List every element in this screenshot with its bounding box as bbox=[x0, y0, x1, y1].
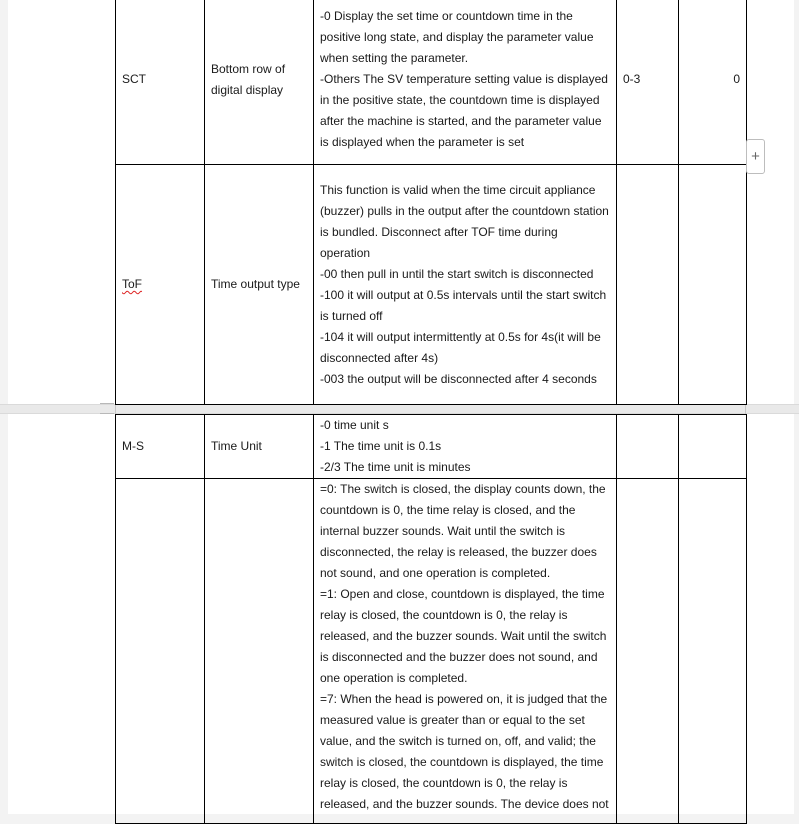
add-row-button[interactable]: + bbox=[746, 139, 765, 174]
description-line: =1: Open and close, countdown is displayed, the time bbox=[320, 587, 605, 601]
table-row bbox=[116, 479, 747, 824]
description-line: -Others The SV temperature setting value is displayed bbox=[320, 72, 608, 86]
param-name: Time output type bbox=[205, 165, 314, 405]
description-line: -2/3 The time unit is minutes bbox=[320, 460, 471, 474]
param-name bbox=[205, 0, 314, 165]
param-range bbox=[617, 479, 679, 824]
description-line: is turned off bbox=[320, 308, 383, 323]
description-line: relay is closed, the countdown is 0, the relay is bbox=[320, 776, 568, 790]
description-line: internal buzzer sounds. Wait until the switch is bbox=[320, 524, 565, 538]
param-name: Time Unit bbox=[205, 415, 314, 479]
param-default bbox=[679, 415, 747, 479]
param-name-line: digital display bbox=[211, 82, 284, 97]
description-line: This function is valid when the time circuit appliance bbox=[320, 182, 596, 197]
table-row bbox=[116, 165, 747, 405]
description-line: is displayed when the parameter is set bbox=[320, 135, 525, 149]
description-line: relay is closed, the countdown is 0, the relay is bbox=[320, 608, 568, 622]
param-description bbox=[314, 415, 617, 479]
description-line: -0 Display the set time or countdown time in the bbox=[320, 9, 573, 23]
description-line: disconnected after 4s) bbox=[320, 350, 439, 365]
param-description bbox=[314, 479, 617, 824]
param-default bbox=[679, 479, 747, 824]
description-line: =0: The switch is closed, the display counts down, the bbox=[320, 482, 606, 496]
page-corner-mark bbox=[100, 403, 114, 404]
param-range bbox=[617, 165, 679, 405]
description-line: measured value is greater than or equal to the set bbox=[320, 713, 585, 727]
param-code bbox=[116, 165, 205, 405]
table-row bbox=[116, 0, 747, 165]
description-line: when setting the parameter. bbox=[320, 51, 469, 65]
description-line: -104 it will output intermittently at 0.5s for 4s(it will be bbox=[320, 329, 601, 344]
description-line: one operation is completed. bbox=[320, 671, 468, 685]
description-line: released, and the buzzer sounds. Wait until the switch bbox=[320, 629, 607, 643]
description-line: value, and the switch is turned on, off, and valid; the bbox=[320, 734, 596, 748]
table-row bbox=[116, 415, 747, 479]
description-line: after the machine is started, and the parameter value bbox=[320, 114, 602, 128]
param-description bbox=[314, 0, 617, 165]
table-edge-mark bbox=[745, 404, 746, 414]
description-line: -003 the output will be disconnected after 4 seconds bbox=[320, 371, 597, 386]
description-line: countdown is 0, the time relay is closed, and the bbox=[320, 503, 576, 517]
param-range bbox=[617, 415, 679, 479]
description-line: positive long state, and display the parameter value bbox=[320, 30, 594, 44]
description-line: disconnected, the relay is released, the buzzer does bbox=[320, 545, 597, 559]
description-line: switch is closed, the countdown is displayed, the time bbox=[320, 755, 604, 769]
param-code bbox=[116, 479, 205, 824]
table-edge-mark bbox=[115, 404, 116, 414]
description-line: =7: When the head is powered on, it is judged that the bbox=[320, 692, 608, 706]
description-line: is disconnected and the buzzer does not sound, and bbox=[320, 650, 598, 664]
param-default: 0 bbox=[679, 0, 747, 165]
page-corner-mark bbox=[100, 413, 114, 414]
param-default bbox=[679, 165, 747, 405]
page-break-gap bbox=[0, 404, 799, 414]
param-description bbox=[314, 165, 617, 405]
description-line: is bundled. Disconnect after TOF time during bbox=[320, 224, 558, 239]
parameter-table-top bbox=[115, 0, 747, 405]
description-line: (buzzer) pulls in the output after the countdown station bbox=[320, 203, 609, 218]
param-name-line: Bottom row of bbox=[211, 61, 286, 76]
description-line: operation bbox=[320, 245, 371, 260]
parameter-table-bottom bbox=[115, 414, 747, 824]
param-range: 0-3 bbox=[617, 0, 679, 165]
description-line: not sound, and one operation is completed. bbox=[320, 566, 551, 580]
description-line: in the positive state, the countdown time is displayed bbox=[320, 93, 600, 107]
param-name bbox=[205, 479, 314, 824]
description-line: -1 The time unit is 0.1s bbox=[320, 439, 442, 453]
spellcheck-underlined-code: ToF bbox=[122, 277, 143, 291]
param-code: M-S bbox=[116, 415, 205, 479]
description-line: released, and the buzzer sounds. The device does not bbox=[320, 797, 609, 811]
description-line: -100 it will output at 0.5s intervals until the start switch bbox=[320, 287, 607, 302]
param-code: SCT bbox=[116, 0, 205, 165]
description-line: -0 time unit s bbox=[320, 418, 389, 432]
description-line: -00 then pull in until the start switch is disconnected bbox=[320, 266, 594, 281]
